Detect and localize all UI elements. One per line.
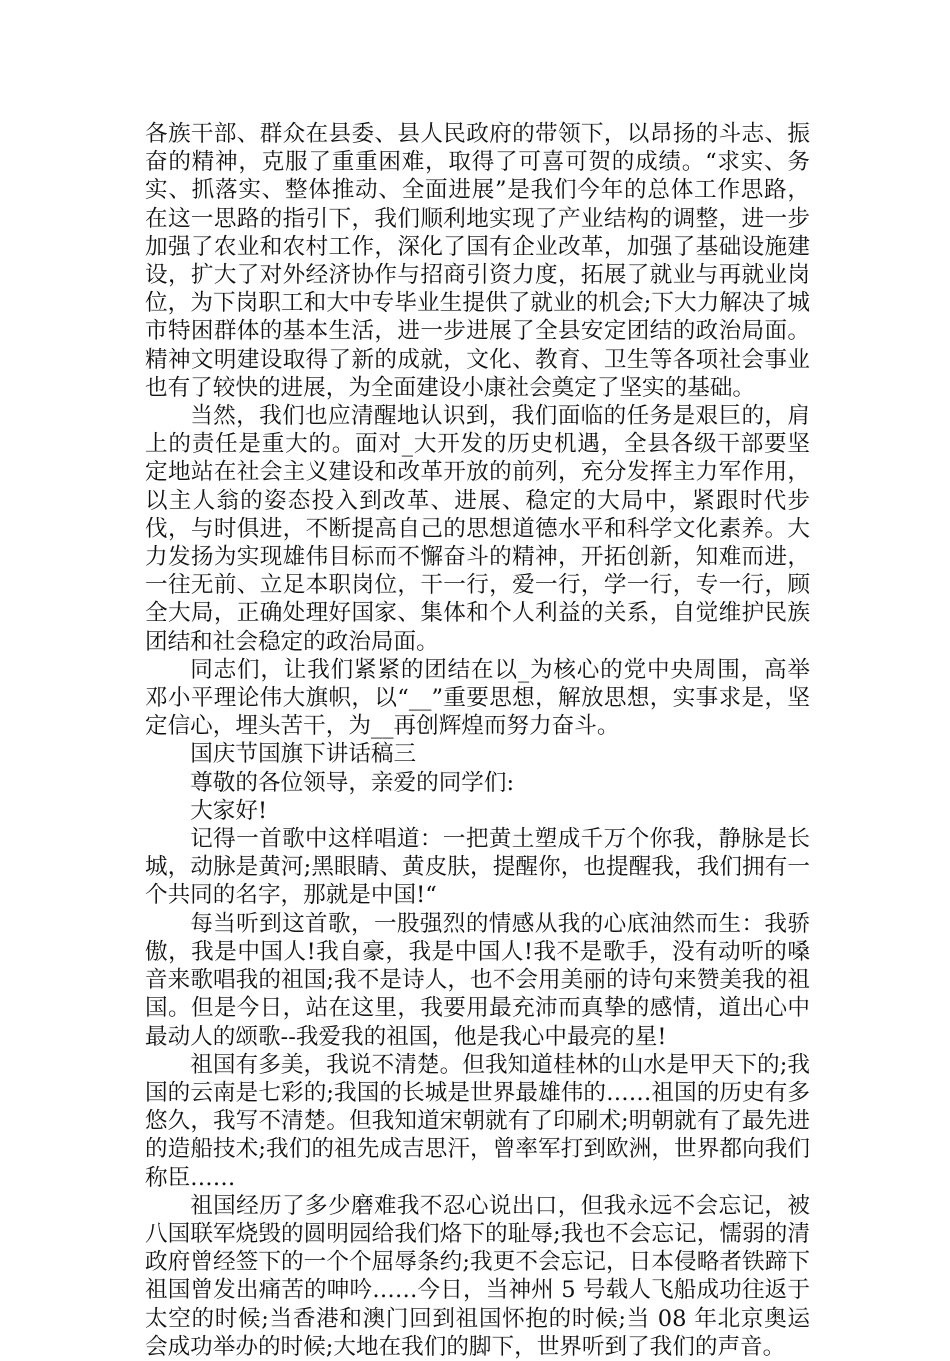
salutation: 尊敬的各位领导，亲爱的同学们: [190, 769, 515, 796]
paragraph-beauty-history: 祖国有多美，我说不清楚。但我知道桂林的山水是甲天下的;我国的云南是七彩的;我国的长城是世界最雄伟的……祖国的历史有多悠久，我写不清楚。但我知道宋朝就有了印刷术;明朝就有了最先进的造船技术;我们的祖先成吉思汗，曾率军打到欧洲，世界都向我们称臣…… [145, 1051, 810, 1191]
paragraph-song-lyrics: 记得一首歌中这样唱道：一把黄土塑成千万个你我，静脉是长城，动脉是黄河;黑眼睛、黄皮肤，提醒你，也提醒我，我们拥有一个共同的名字，那就是中国!“ [145, 826, 810, 909]
paragraph-call-to-unite: 同志们，让我们紧紧的团结在以_为核心的党中央周围，高举邓小平理论伟大旗帜，以“__”重要思想，解放思想，实事求是，坚定信心，埋头苦干，为__再创辉煌而努力奋斗。 [145, 656, 810, 740]
paragraph-pride: 每当听到这首歌，一股强烈的情感从我的心底油然而生：我骄傲，我是中国人!我自豪，我是中国人!我不是歌手，没有动听的嗓音来歌唱我的祖国;我不是诗人，也不会用美丽的诗句来赞美我的祖国。但是今日，站在这里，我要用最充沛而真挚的感情，道出心中最动人的颂歌--我爱我的祖国，他是我心中最亮的星! [145, 910, 810, 1050]
paragraph-responsibilities: 当然，我们也应清醒地认识到，我们面临的任务是艰巨的，肩上的责任是重大的。面对_大开发的历史机遇，全县各级干部要坚定地站在社会主义建设和改革开放的前列，充分发挥主力军作用，以主人翁的姿态投入到改革、进展、稳定的大局中，紧跟时代步伐，与时俱进，不断提高自己的思想道德水平和科学文化素养。大力发扬为实现雄伟目标而不懈奋斗的精神，开拓创新，知难而进，一往无前、立足本职岗位，干一行，爱一行，学一行，专一行，顾全大局，正确处理好国家、集体和个人利益的关系，自觉维护民族团结和社会稳定的政治局面。 [145, 403, 810, 655]
document-body [145, 120, 810, 1361]
greeting: 大家好! [190, 797, 268, 824]
speech-title: 国庆节国旗下讲话稿三 [190, 741, 417, 768]
paragraph-progress-summary: 各族干部、群众在县委、县人民政府的带领下，以昂扬的斗志、振奋的精神，克服了重重困难，取得了可喜可贺的成绩。“求实、务实、抓落实、整体推动、全面进展”是我们今年的总体工作思路，在这一思路的指引下，我们顺利地实现了产业结构的调整，进一步加强了农业和农村工作，深化了国有企业改革，加强了基础设施建设，扩大了对外经济协作与招商引资力度，拓展了就业与再就业岗位，为下岗职工和大中专毕业生提供了就业的机会;下大力解决了城市特困群体的基本生活，进一步进展了全县安定团结的政治局面。精神文明建设取得了新的成就，文化、教育、卫生等各项社会事业也有了较快的进展，为全面建设小康社会奠定了坚实的基础。 [145, 121, 810, 401]
paragraph-hardships: 祖国经历了多少磨难我不忍心说出口，但我永远不会忘记，被八国联军烧毁的圆明园给我们烙下的耻辱;我也不会忘记，懦弱的清政府曾经签下的一个个屈辱条约;我更不会忘记，日本侵略者铁蹄下祖国曾发出痛苦的呻吟……今日，当神州 5 号载人飞船成功往返于太空的时候;当香港和澳门回到祖国怀抱的时候;当 08 年北京奥运会成功举办的时候;大地在我们的脚下，世界听到了我们的声音。 [145, 1192, 810, 1360]
